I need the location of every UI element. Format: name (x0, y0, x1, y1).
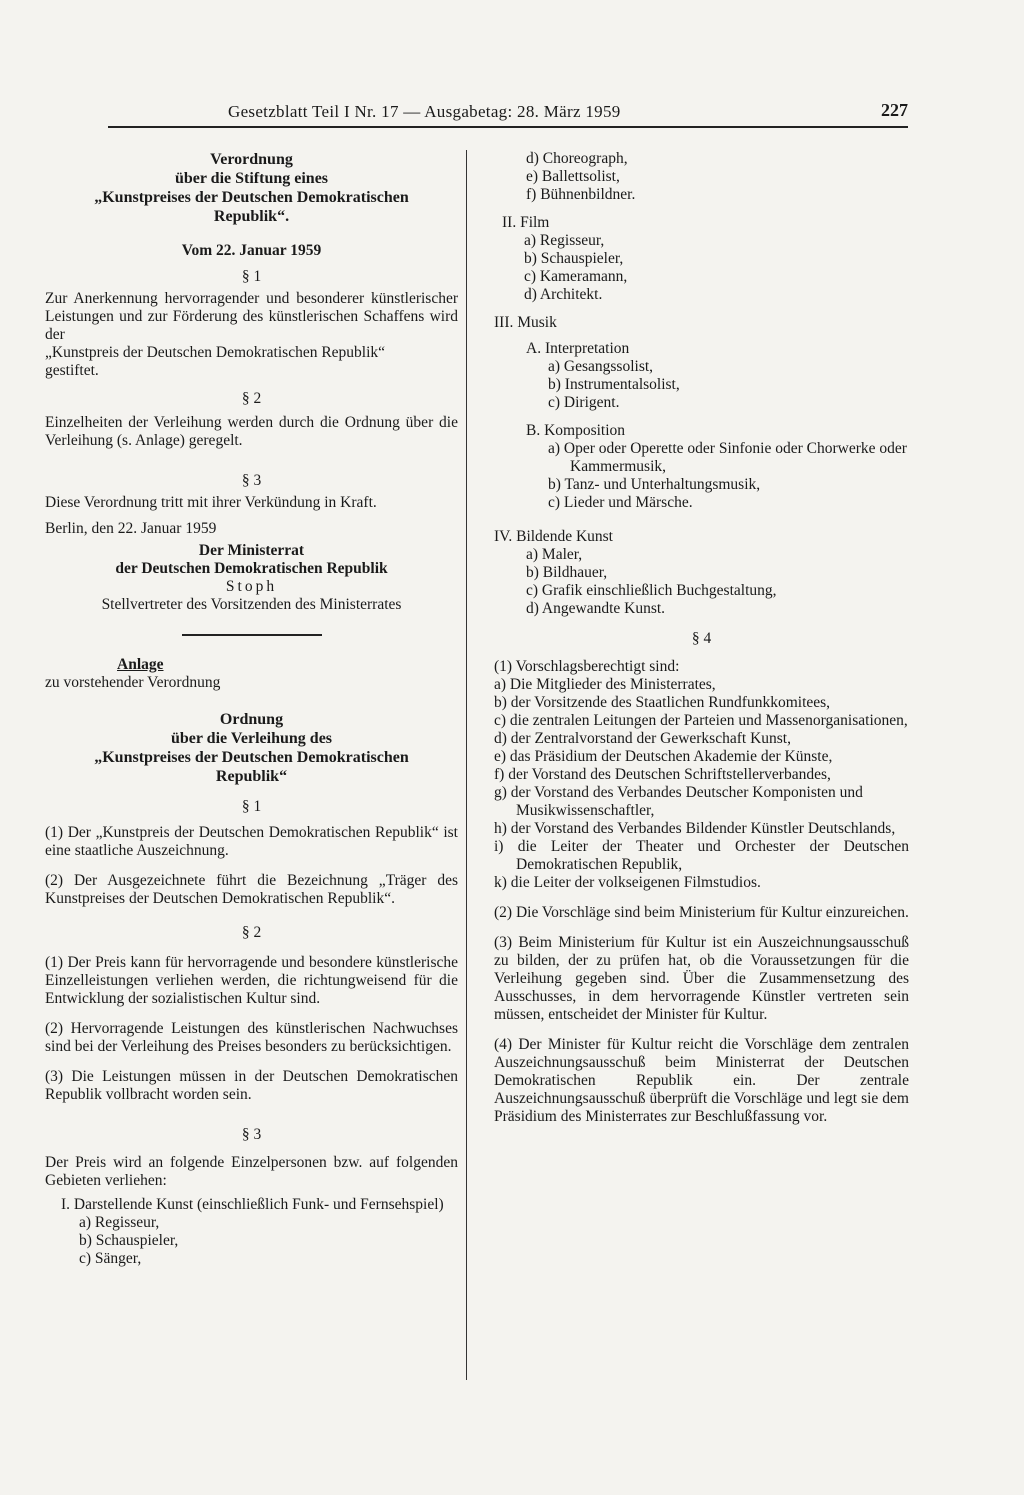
list-item: c) Lieder und Märsche. (548, 494, 693, 511)
section-heading: § 4 (691, 630, 712, 647)
list-subheading: A. Interpretation (526, 340, 630, 357)
list-item: d) Angewandte Kunst. (526, 600, 666, 617)
signer-line: der Deutschen Demokratischen Republik (115, 560, 388, 577)
list-item: k) die Leiter der volkseigenen Filmstudios. (494, 874, 761, 891)
list (494, 232, 909, 304)
order-title-line: Ordnung (219, 711, 284, 728)
list-item: h) der Vorstand des Verbandes Bildender Künstler Deutschlands, (494, 820, 896, 837)
list-item: b) Bildhauer, (526, 564, 608, 581)
paragraph: (1) Der Preis kann für hervorragende und besondere künstlerische Einzelleistungen verliehen werden, die richtungweisend für die Entwicklung der sozialistischen Kultur sind. (45, 954, 458, 1007)
right-column (494, 150, 909, 1126)
list-item: b) Schauspieler, (79, 1232, 179, 1249)
section-rule (182, 634, 322, 636)
list (494, 676, 909, 892)
page-number: 227 (881, 100, 908, 120)
decree-title (45, 150, 458, 226)
list-item: c) Sänger, (79, 1250, 142, 1267)
decree-title-line: über die Stiftung eines (174, 170, 329, 187)
decree-title-line: „Kunstpreises der Deutschen Demokratischen (94, 189, 409, 206)
list-item: a) Regisseur, (79, 1214, 160, 1231)
order-title-line: „Kunstpreises der Deutschen Demokratischen (94, 749, 409, 766)
list (494, 546, 909, 618)
paragraph: (4) Der Minister für Kultur reicht die Vorschläge dem zentralen Auszeichnungsausschuß beim Ministerrat der Deutschen Demokratischen Republik ein. Der zentrale Auszeichnungsausschuß überprüft die Vorschläge und legt sie dem Präsidium des Ministerrates zur Beschlußfassung vor. (494, 1036, 909, 1125)
annex-title: Anlage (117, 656, 164, 673)
list-item: d) Choreograph, (526, 150, 628, 167)
signer-body (45, 542, 458, 578)
list-item: c) die zentralen Leitungen der Parteien und Massenorganisationen, (494, 712, 908, 729)
list (494, 358, 909, 412)
paragraph: (1) Der „Kunstpreis der Deutschen Demokratischen Republik“ ist eine staatliche Auszeichnung. (45, 824, 458, 859)
list-item: a) Die Mitglieder des Ministerrates, (494, 676, 716, 693)
section-heading: § 1 (241, 798, 262, 815)
signer-line: Der Ministerrat (198, 542, 305, 559)
list-item: d) Architekt. (524, 286, 603, 303)
list-item: i) die Leiter der Theater und Orchester der Deutschen Demokratischen Republik, (494, 838, 909, 873)
list-item: a) Regisseur, (524, 232, 605, 249)
list-item: a) Oper oder Operette oder Sinfonie oder Chorwerke oder Kammermusik, (548, 440, 907, 475)
signer-role: Stellvertreter des Vorsitzenden des Ministerrates (101, 596, 402, 613)
page-header (108, 98, 908, 128)
paragraph: Zur Anerkennung hervorragender und besonderer künstlerischer Leistungen und zur Förderung des künstlerischen Schaffens wird der (45, 290, 458, 343)
list-item: b) Tanz- und Unterhaltungsmusik, (548, 476, 761, 493)
annex-subtitle: zu vorstehender Verordnung (45, 674, 221, 691)
list-item: b) Instrumentalsolist, (548, 376, 680, 393)
list-heading: I. Darstellende Kunst (einschließlich Funk- und Fernsehspiel) (61, 1196, 444, 1213)
header-rule (108, 126, 908, 128)
decree-title-line: Verordnung (210, 151, 293, 168)
order-title-line: Republik“ (215, 768, 288, 785)
decree-date: Vom 22. Januar 1959 (181, 242, 322, 259)
list (494, 150, 909, 204)
list (494, 440, 909, 512)
paragraph: (2) Die Vorschläge sind beim Ministerium für Kultur einzureichen. (494, 904, 909, 921)
order-title-line: über die Verleihung des (170, 730, 333, 747)
place-date: Berlin, den 22. Januar 1959 (45, 520, 217, 537)
signer-name: Stoph (225, 578, 278, 595)
paragraph: (1) Vorschlagsberechtigt sind: (494, 658, 680, 675)
paragraph: Diese Verordnung tritt mit ihrer Verkündung in Kraft. (45, 494, 377, 511)
list-item: a) Gesangssolist, (548, 358, 654, 375)
section-heading: § 2 (241, 924, 262, 941)
list-item: b) der Vorsitzende des Staatlichen Rundfunkkomitees, (494, 694, 831, 711)
list-heading: III. Musik (494, 314, 557, 331)
list-item: e) Ballettsolist, (526, 168, 620, 185)
paragraph: (2) Der Ausgezeichnete führt die Bezeichnung „Träger des Kunstpreises der Deutschen Demokratischen Republik“. (45, 872, 458, 907)
paragraph: (3) Die Leistungen müssen in der Deutschen Demokratischen Republik vollbracht worden sein. (45, 1068, 458, 1103)
paragraph: „Kunstpreis der Deutschen Demokratischen Republik“ (45, 344, 386, 361)
paragraph: Der Preis wird an folgende Einzelpersonen bzw. auf folgenden Gebieten verliehen: (45, 1154, 458, 1189)
list-item: f) der Vorstand des Deutschen Schriftstellerverbandes, (494, 766, 831, 783)
paragraph: (3) Beim Ministerium für Kultur ist ein Auszeichnungsausschuß zu bilden, der zu prüfen hat, ob die Voraussetzungen für die Verleihung gegeben sind. Über die Zusammensetzung des Ausschusses, in dem hervorragende Künstler vertreten sein müssen, entscheidet der Minister für Kultur. (494, 934, 909, 1023)
list-heading: IV. Bildende Kunst (494, 528, 613, 545)
left-column (45, 150, 458, 1268)
section-heading: § 1 (241, 268, 262, 285)
decree-title-line: Republik“. (213, 208, 290, 225)
list (45, 1214, 458, 1268)
list-item: c) Dirigent. (548, 394, 620, 411)
list-item: b) Schauspieler, (524, 250, 624, 267)
list-heading: II. Film (502, 214, 550, 231)
order-title (45, 710, 458, 786)
section-heading: § 2 (241, 390, 262, 407)
paragraph: gestiftet. (45, 362, 99, 379)
list-item: c) Kameramann, (524, 268, 628, 285)
list-item: d) der Zentralvorstand der Gewerkschaft Kunst, (494, 730, 791, 747)
list-item: c) Grafik einschließlich Buchgestaltung, (526, 582, 777, 599)
section-heading: § 3 (241, 1126, 262, 1143)
list-subheading: B. Komposition (526, 422, 626, 439)
list-item: e) das Präsidium der Deutschen Akademie der Künste, (494, 748, 833, 765)
column-divider (466, 150, 467, 1380)
list-item: g) der Vorstand des Verbandes Deutscher Komponisten und Musikwissenschaftler, (494, 784, 863, 819)
paragraph: Einzelheiten der Verleihung werden durch die Ordnung über die Verleihung (s. Anlage) geregelt. (45, 414, 458, 449)
paragraph: (2) Hervorragende Leistungen des künstlerischen Nachwuchses sind bei der Verleihung des Preises besonders zu berücksichtigen. (45, 1020, 458, 1055)
header-title: Gesetzblatt Teil I Nr. 17 — Ausgabetag: 28. März 1959 (228, 102, 621, 121)
list-item: f) Bühnenbildner. (526, 186, 636, 203)
list-item: a) Maler, (526, 546, 583, 563)
section-heading: § 3 (241, 472, 262, 489)
